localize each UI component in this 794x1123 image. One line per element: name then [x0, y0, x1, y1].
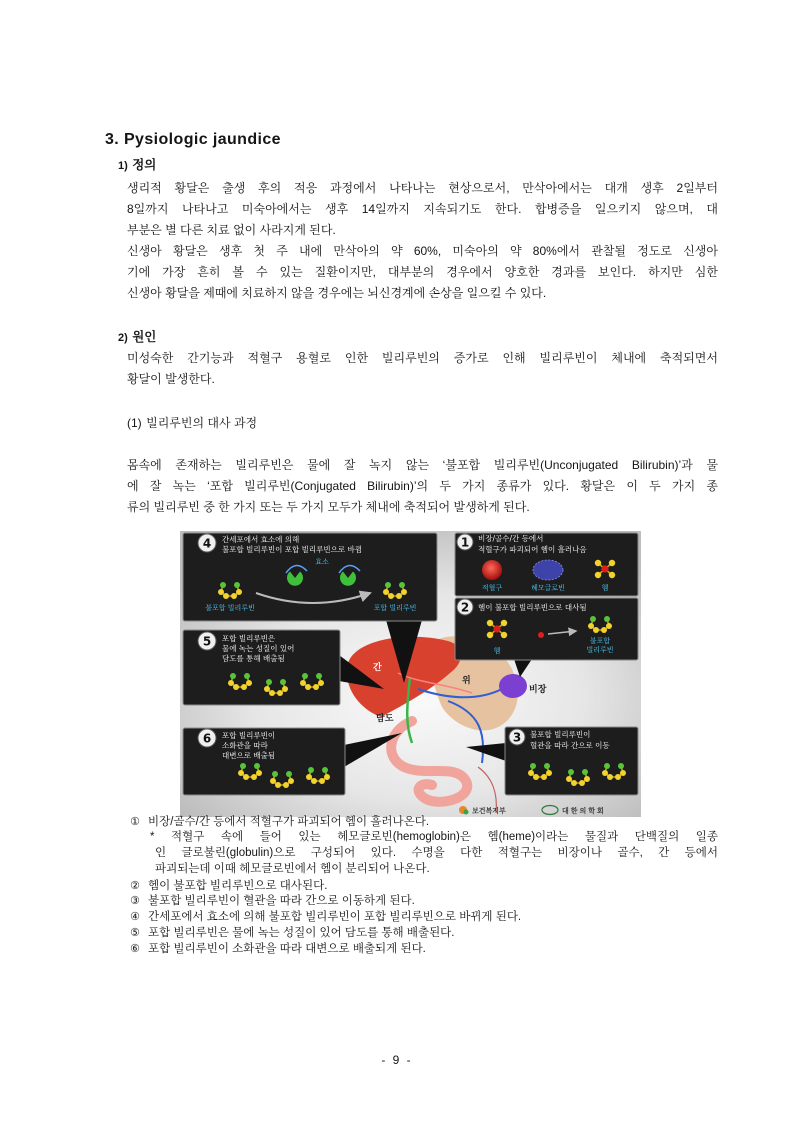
step-number: 6: [202, 731, 212, 746]
list-item: [130, 941, 718, 957]
step-1-box: [455, 533, 638, 596]
paragraph-line: 류의 빌리루빈 중 한 가지 또는 두 가지 모두가 체내에 축적되어 발생하게 된다.: [127, 500, 530, 514]
cause-paragraph: [127, 348, 718, 390]
subsection-title: 원인: [132, 330, 157, 344]
box-text-line: 혈관을 따라 간으로 이동: [530, 741, 610, 750]
box-text-line: 대변으로 배출됨: [222, 751, 276, 760]
hemoglobin-label: 헤모글로빈: [531, 584, 565, 592]
list-marker: ②: [130, 878, 140, 892]
spleen-shape: [499, 674, 527, 698]
section-heading: 3. Pysiologic jaundice: [105, 131, 281, 148]
step-number: 4: [202, 536, 212, 551]
metabolism-paragraph: [127, 455, 718, 518]
list-item: [130, 878, 718, 894]
page-number: - 9 -: [381, 1053, 413, 1067]
list-marker: ④: [130, 910, 140, 924]
definition-paragraph-1: [127, 178, 718, 241]
box-text-line: 물에 녹는 성질이 있어: [222, 644, 295, 653]
step-4-box: [183, 533, 437, 621]
list-item: [130, 893, 718, 909]
heme-label: 헴: [601, 584, 609, 592]
note-line: 인 글로불린(globulin)으로 구성되어 있다. 수명을 다한 적혈구는 비장이나 골수, 간 등에서: [155, 846, 718, 859]
unconjugated-label: 불포합: [589, 637, 611, 645]
note-line: * 적혈구 속에 들어 있는 헤모글로빈(hemoglobin)은 헴(heme)이라는 물질과 단백질의 일종: [150, 830, 718, 843]
list-item-text: 불포합 빌리루빈이 혈관을 따라 간으로 이동하게 된다.: [148, 895, 415, 908]
paragraph-line: 신생아 황달은 생후 첫 주 내에 만삭아의 약 60%, 미숙아의 약 80%에서 관찰될 정도로 신생아: [127, 244, 718, 258]
subsection-title: 빌리루빈의 대사 과정: [146, 416, 258, 430]
definition-paragraph-2: [127, 241, 718, 304]
subsection-title: 정의: [132, 158, 157, 172]
subsection-definition-heading: [118, 156, 156, 175]
medical-association-logo-text: 대한의학회: [562, 807, 606, 815]
organ-label-spleen: 비장: [529, 685, 547, 695]
list-item-text: 헴이 불포합 빌리루빈으로 대사된다.: [148, 879, 328, 892]
step-number: 3: [512, 730, 522, 745]
bilirubin-metabolism-diagram: [180, 531, 641, 817]
box-text-line: 불포합 빌리루빈이: [530, 730, 591, 739]
paragraph-line: 몸속에 존재하는 빌리루빈은 물에 잘 녹지 않는 ‘불포합 빌리루빈(Unconjugated Bilirubin)’과 물: [127, 458, 718, 472]
hemoglobin-icon: [533, 560, 563, 580]
list-item-text: 포합 빌리루빈이 소화관을 따라 대변으로 배출되게 된다.: [148, 943, 426, 956]
metabolism-steps-list: [130, 814, 718, 957]
subsection-cause-heading: [118, 328, 156, 347]
box-text-line: 비장/골수/간 등에서: [478, 534, 544, 543]
paragraph-line: 생리적 황달은 출생 후의 적응 과정에서 나타나는 현상으로서, 만삭아에서는 대개 생후 2일부터: [127, 181, 718, 195]
box-text-line: 헴이 불포합 빌리루빈으로 대사됨: [478, 603, 587, 612]
red-blood-cell-icon: [482, 560, 502, 580]
list-marker: ⑥: [130, 942, 140, 956]
unconjugated-label: 빌리루빈: [586, 646, 614, 654]
box-text-line: 소화관을 따라: [222, 741, 268, 750]
step-2-box: [455, 598, 638, 660]
box-text-line: 포합 빌리루빈은: [222, 634, 276, 643]
list-item: [130, 814, 718, 830]
step-6-box: [183, 728, 345, 795]
box-text-line: 담도를 통해 배출됨: [222, 654, 285, 663]
list-marker: ③: [130, 894, 140, 908]
list-item-text: 포합 빌리루빈은 물에 녹는 성질이 있어 담도를 통해 배출된다.: [148, 927, 455, 940]
note-line: 파괴되는데 이때 헤모글로빈에서 헴이 분리되어 나온다.: [155, 862, 430, 875]
iron-dot: [538, 632, 544, 638]
subsection-number: 2): [118, 332, 128, 344]
step-number: 5: [202, 634, 212, 649]
organ-label-bile-duct: 담도: [376, 714, 394, 724]
subsection-number: 1): [118, 160, 128, 172]
box-text-line: 포합 빌리루빈이: [222, 731, 276, 740]
box-text-line: 불포합 빌리루빈이 포합 빌리루빈으로 바뀜: [222, 545, 362, 554]
list-marker: ⑤: [130, 926, 140, 940]
list-item: [130, 925, 718, 941]
box-text-line: 적혈구가 파괴되어 헴이 흘러나옴: [478, 545, 587, 554]
unconjugated-label: 불포합 빌리루빈: [205, 604, 255, 612]
step-number: 2: [460, 600, 470, 615]
list-marker: ①: [130, 815, 140, 828]
metabolism-heading: [127, 414, 257, 432]
organ-label-stomach: 위: [462, 676, 471, 686]
subsection-number: (1): [127, 416, 142, 430]
paragraph-line: 기에 가장 흔히 볼 수 있는 질환이지만, 대부분의 경우에서 양호한 경과를 보인다. 하지만 심한: [127, 265, 718, 279]
box-text-line: 간세포에서 효소에 의해: [222, 535, 300, 544]
heme-label: 헴: [493, 647, 501, 655]
list-item-text: 간세포에서 효소에 의해 불포합 빌리루빈이 포합 빌리루빈으로 바뀌게 된다.: [148, 911, 522, 924]
list-item: [130, 909, 718, 925]
paragraph-line: 황달이 발생한다.: [127, 372, 215, 386]
list-item-text: 비장/골수/간 등에서 적혈구가 파괴되어 헴이 흘러나온다.: [148, 816, 430, 828]
paragraph-line: 8일까지 나타나고 미숙아에서는 생후 14일까지 지속되기도 한다. 합병증을 일으키지 않으며, 대: [127, 202, 718, 216]
rbc-label: 적혈구: [481, 584, 503, 592]
step-3-box: [505, 727, 638, 795]
organ-label-liver: 간: [373, 663, 382, 673]
step-5-box: [183, 630, 340, 705]
enzyme-label: 효소: [315, 558, 329, 566]
paragraph-line: 미성숙한 간기능과 적혈구 용혈로 인한 빌리루빈의 증가로 인해 빌리루빈이 체내에 축적되면서: [127, 351, 718, 365]
ministry-logo-text: 보건복지부: [472, 807, 506, 815]
conjugated-label: 포합 빌리루빈: [373, 604, 417, 612]
step-number: 1: [460, 535, 470, 550]
paragraph-line: 부분은 별 다른 치료 없이 사라지게 된다.: [127, 223, 336, 237]
paragraph-line: 신생아 황달을 제때에 치료하지 않을 경우에는 뇌신경계에 손상을 일으킬 수 있다.: [127, 286, 547, 300]
paragraph-line: 에 잘 녹는 ‘포합 빌리루빈(Conjugated Bilirubin)’의 두 가지 종류가 있다. 황달은 이 두 가지 종: [127, 479, 718, 493]
